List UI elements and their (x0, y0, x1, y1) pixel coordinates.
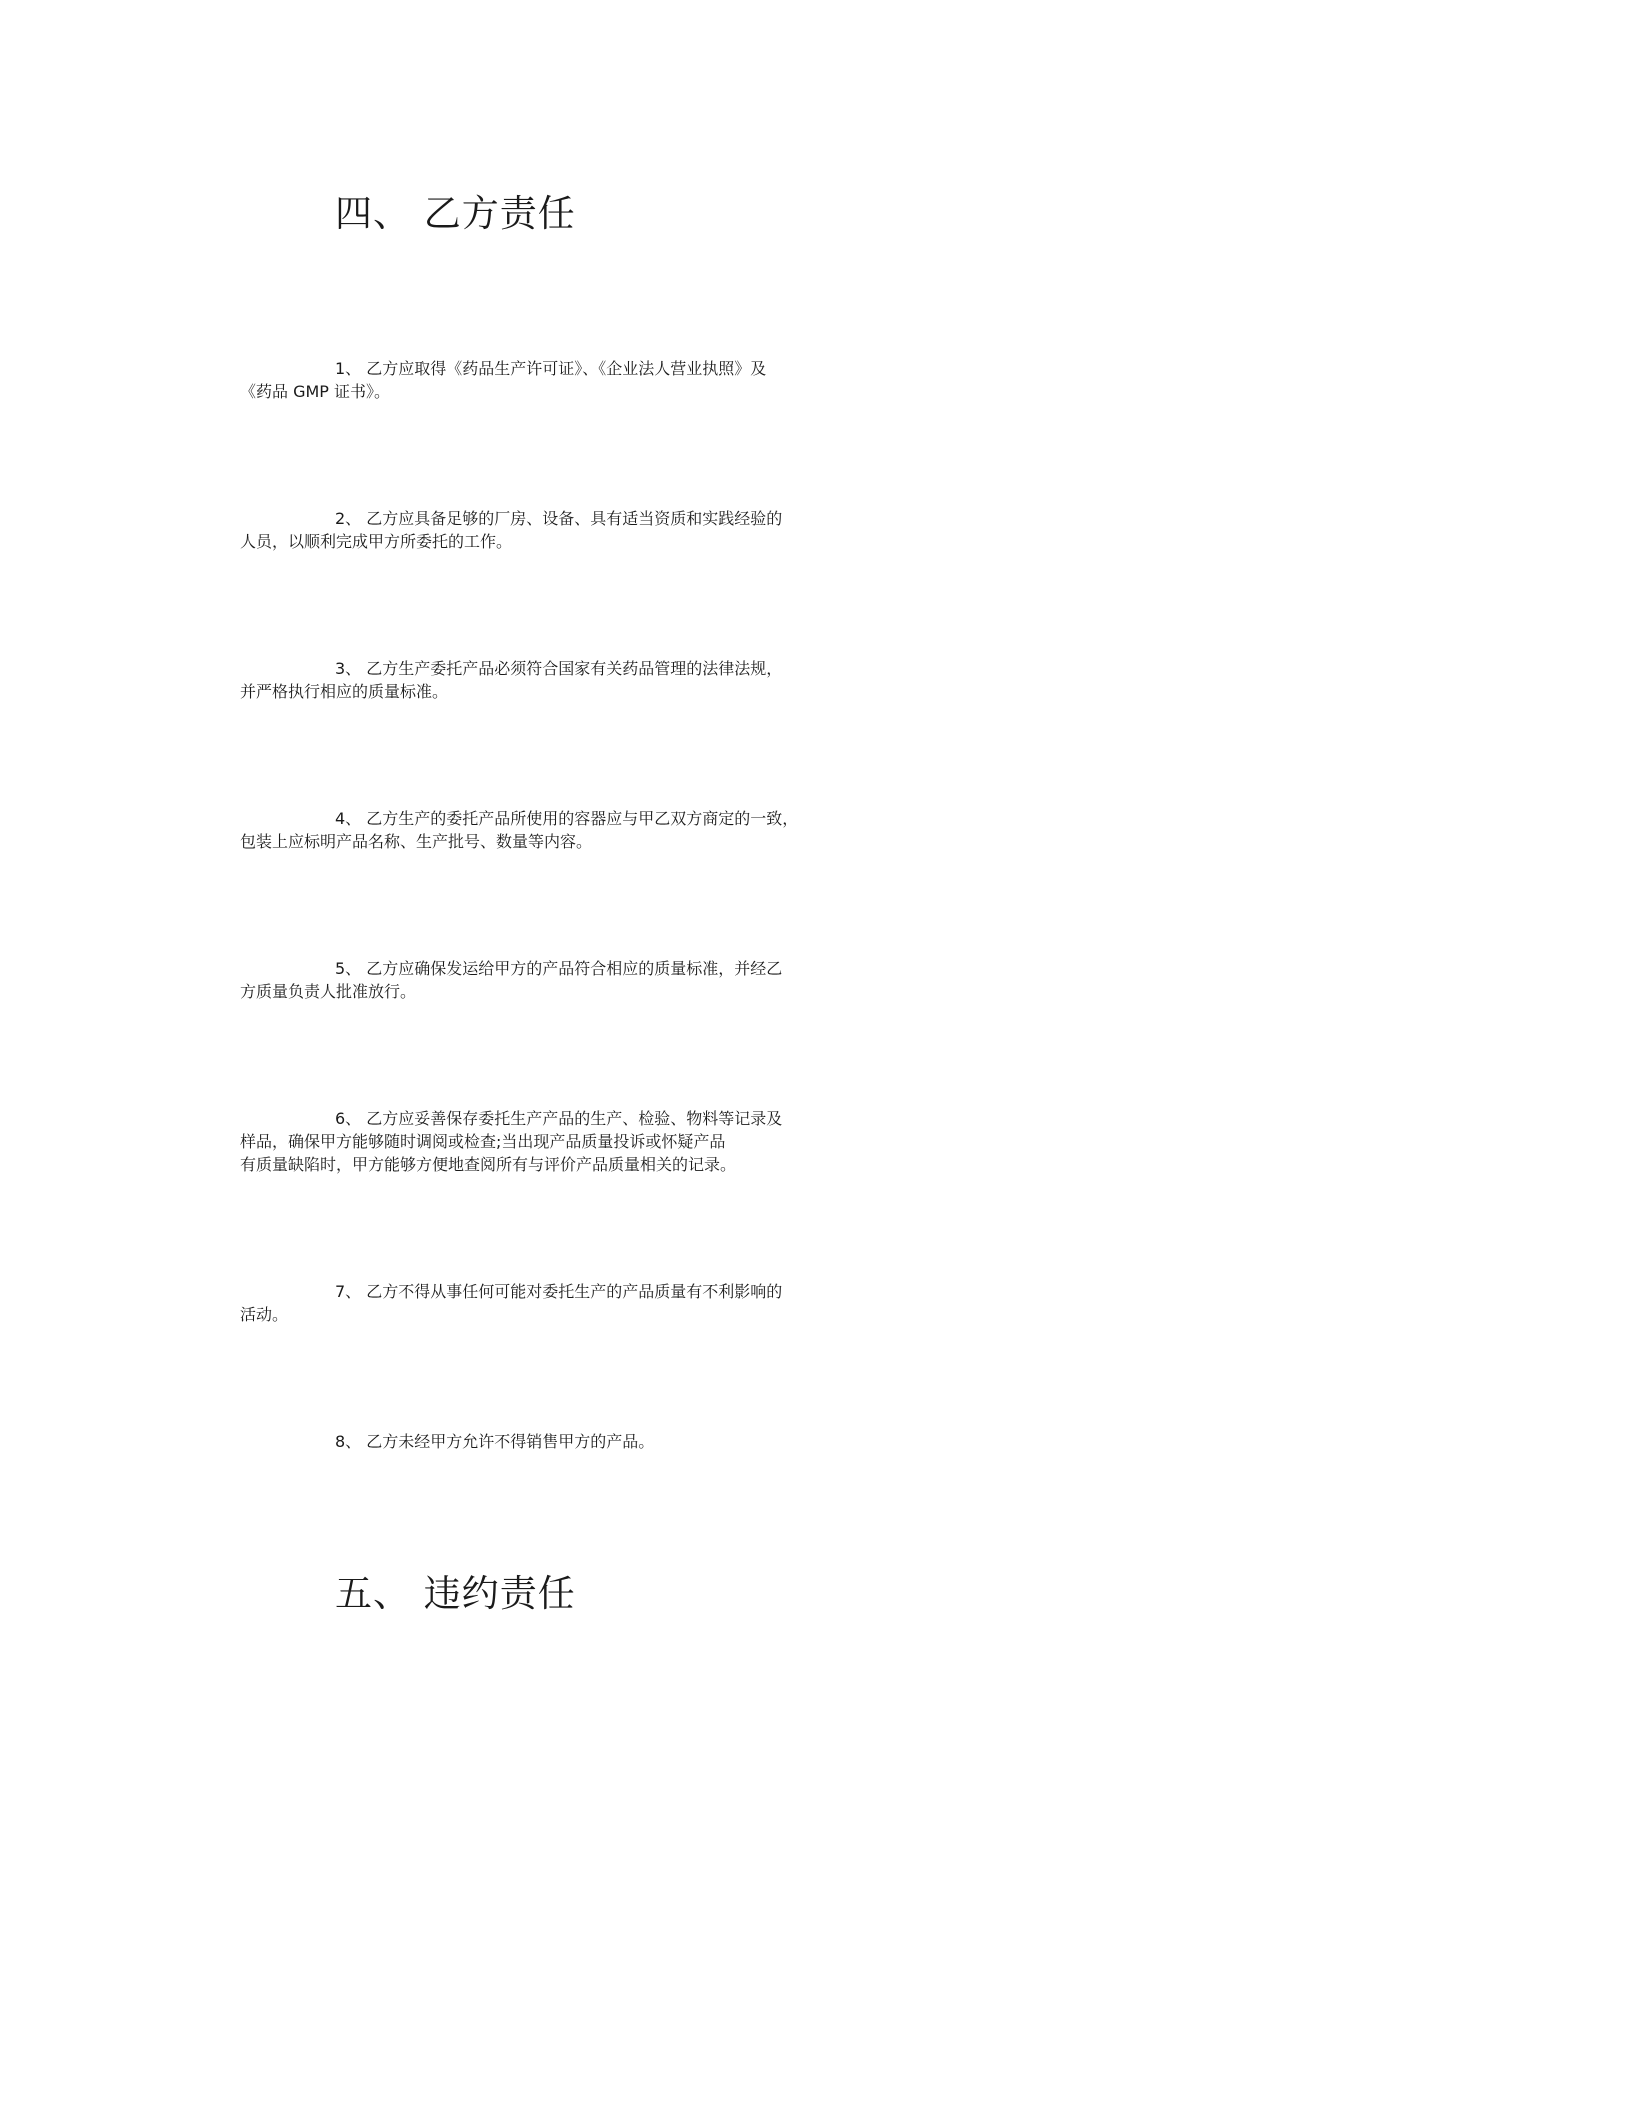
spacer (240, 1175, 1380, 1279)
spacer (240, 1002, 1380, 1106)
clause-6 (240, 1106, 1380, 1175)
clause-line: 包装上应标明产品名称、生产批号、数量等内容。 (240, 832, 593, 851)
section-heading-4: 四、 乙方责任 (335, 192, 576, 235)
clause-line: 方质量负责人批准放行。 (240, 982, 417, 1001)
clause-line: 《药品 GMP 证书》。 (240, 382, 391, 401)
clause-line: 5、 乙方应确保发运给甲方的产品符合相应的质量标准，并经乙 (335, 959, 783, 978)
clause-line: 有质量缺陷时，甲方能够方便地查阅所有与评价产品质量相关的记录。 (240, 1155, 737, 1174)
clause-1 (240, 356, 1380, 402)
spacer (240, 702, 1380, 806)
spacer (240, 1325, 1380, 1429)
spacer (240, 252, 1380, 356)
document-body (240, 176, 1380, 1632)
clause-line: 6、 乙方应妥善保存委托生产产品的生产、检验、物料等记录及 (335, 1109, 783, 1128)
clause-7 (240, 1279, 1380, 1325)
clause-2 (240, 506, 1380, 552)
clause-line: 样品，确保甲方能够随时调阅或检查;当出现产品质量投诉或怀疑产品 (240, 1132, 726, 1151)
clause-line: 7、 乙方不得从事任何可能对委托生产的产品质量有不利影响的 (335, 1282, 783, 1301)
spacer (240, 402, 1380, 506)
clause-8 (240, 1429, 1380, 1452)
clause-3 (240, 656, 1380, 702)
section-heading-5: 五、 违约责任 (335, 1572, 576, 1615)
clause-4 (240, 806, 1380, 852)
clause-line: 4、 乙方生产的委托产品所使用的容器应与甲乙双方商定的一致， (335, 809, 799, 828)
clause-line: 2、 乙方应具备足够的厂房、设备、具有适当资质和实践经验的 (335, 509, 783, 528)
spacer (240, 1452, 1380, 1556)
clause-line: 并严格执行相应的质量标准。 (240, 682, 449, 701)
clause-line: 人员，以顺利完成甲方所委托的工作。 (240, 532, 513, 551)
clause-5 (240, 956, 1380, 1002)
clause-line: 1、 乙方应取得《药品生产许可证》、《企业法人营业执照》及 (335, 359, 767, 378)
clause-line: 8、 乙方未经甲方允许不得销售甲方的产品。 (335, 1432, 655, 1451)
clause-line: 活动。 (240, 1305, 289, 1324)
clause-line: 3、 乙方生产委托产品必须符合国家有关药品管理的法律法规， (335, 659, 783, 678)
spacer (240, 552, 1380, 656)
spacer (240, 852, 1380, 956)
